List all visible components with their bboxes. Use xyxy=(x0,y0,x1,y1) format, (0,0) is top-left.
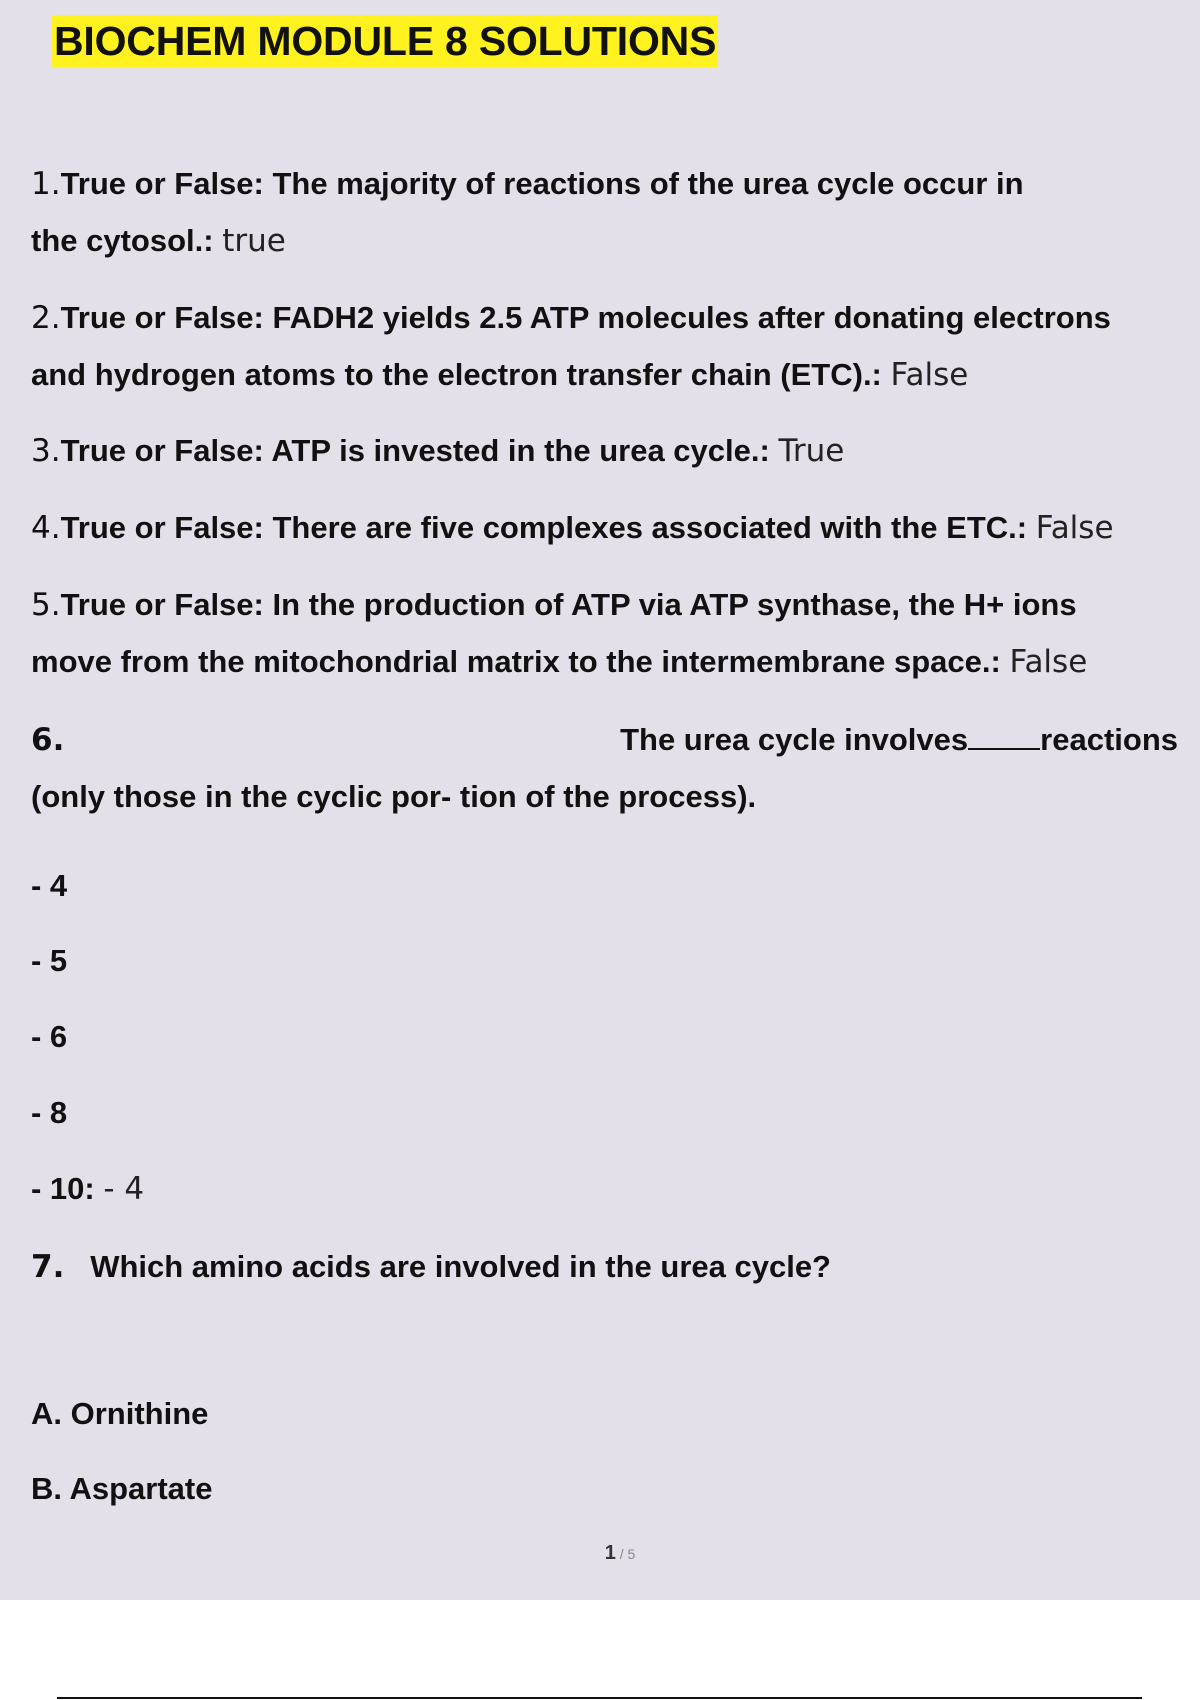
question-1-number: 1. xyxy=(31,166,61,202)
question-3-line-1 xyxy=(31,431,844,471)
question-6-line-1 xyxy=(620,720,1178,760)
question-1-line-1 xyxy=(31,164,1024,204)
question-3-number: 3. xyxy=(31,433,61,469)
question-6-option: - 5 xyxy=(31,943,68,978)
question-7-line-1 xyxy=(31,1247,831,1287)
question-7-number: 7. xyxy=(31,1249,65,1285)
question-6-blank xyxy=(968,724,1040,750)
question-2-text-cont: and hydrogen atoms to the electron transfer chain (ETC).: xyxy=(31,357,882,392)
question-1-text-cont: the cytosol.: xyxy=(31,223,214,258)
question-5-text: True or False: In the production of ATP via ATP synthase, the H+ ions xyxy=(60,587,1077,622)
page-total: 5 xyxy=(627,1546,636,1562)
question-6-answer: - 4 xyxy=(103,1171,145,1207)
question-7-text: Which amino acids are involved in the urea cycle? xyxy=(90,1249,831,1284)
question-6-option: - 8 xyxy=(31,1095,68,1130)
question-2-answer: False xyxy=(890,357,969,393)
question-5-line-1 xyxy=(31,585,1077,625)
question-4-answer: False xyxy=(1035,510,1114,546)
document-title: BIOCHEM MODULE 8 SOLUTIONS xyxy=(52,15,718,67)
question-4-number: 4. xyxy=(31,510,61,546)
question-6-number: 6. xyxy=(31,722,65,758)
question-5-number: 5. xyxy=(31,587,61,623)
question-6-last-option-line xyxy=(31,1169,144,1209)
question-1-text: True or False: The majority of reactions of the urea cycle occur in xyxy=(60,166,1024,201)
question-1-line-2 xyxy=(31,221,286,261)
question-2-number: 2. xyxy=(31,300,61,336)
question-5-line-2 xyxy=(31,642,1087,682)
question-6-text-before: The urea cycle involves xyxy=(620,722,969,757)
question-7-option: A. Ornithine xyxy=(31,1396,209,1431)
page-current: 1 xyxy=(604,1542,616,1564)
question-6-option: - 4 xyxy=(31,868,68,903)
question-6-option: - 6 xyxy=(31,1019,68,1054)
question-6-line-2 xyxy=(31,777,756,817)
page-separator: / xyxy=(615,1546,628,1562)
question-4-text: True or False: There are five complexes associated with the ETC.: xyxy=(60,510,1028,545)
question-3-text: True or False: ATP is invested in the urea cycle.: xyxy=(60,433,770,468)
question-5-answer: False xyxy=(1009,644,1088,680)
question-6-option: - 10: xyxy=(31,1171,95,1206)
question-6-number-line xyxy=(31,720,64,760)
question-2-text: True or False: FADH2 yields 2.5 ATP molecules after donating electrons xyxy=(60,300,1111,335)
question-3-answer: True xyxy=(778,433,845,469)
question-7-option: B. Aspartate xyxy=(31,1471,213,1506)
page-indicator xyxy=(0,1542,1200,1565)
question-2-line-1 xyxy=(31,298,1111,338)
question-4-line-1 xyxy=(31,508,1114,548)
question-2-line-2 xyxy=(31,355,968,395)
question-5-text-cont: move from the mitochondrial matrix to the intermembrane space.: xyxy=(31,644,1001,679)
question-6-text-cont: (only those in the cyclic por- tion of the process). xyxy=(31,779,757,814)
question-1-answer: true xyxy=(222,223,286,259)
question-6-text-after: reactions xyxy=(1040,722,1178,757)
next-page-rule xyxy=(57,1697,1142,1699)
